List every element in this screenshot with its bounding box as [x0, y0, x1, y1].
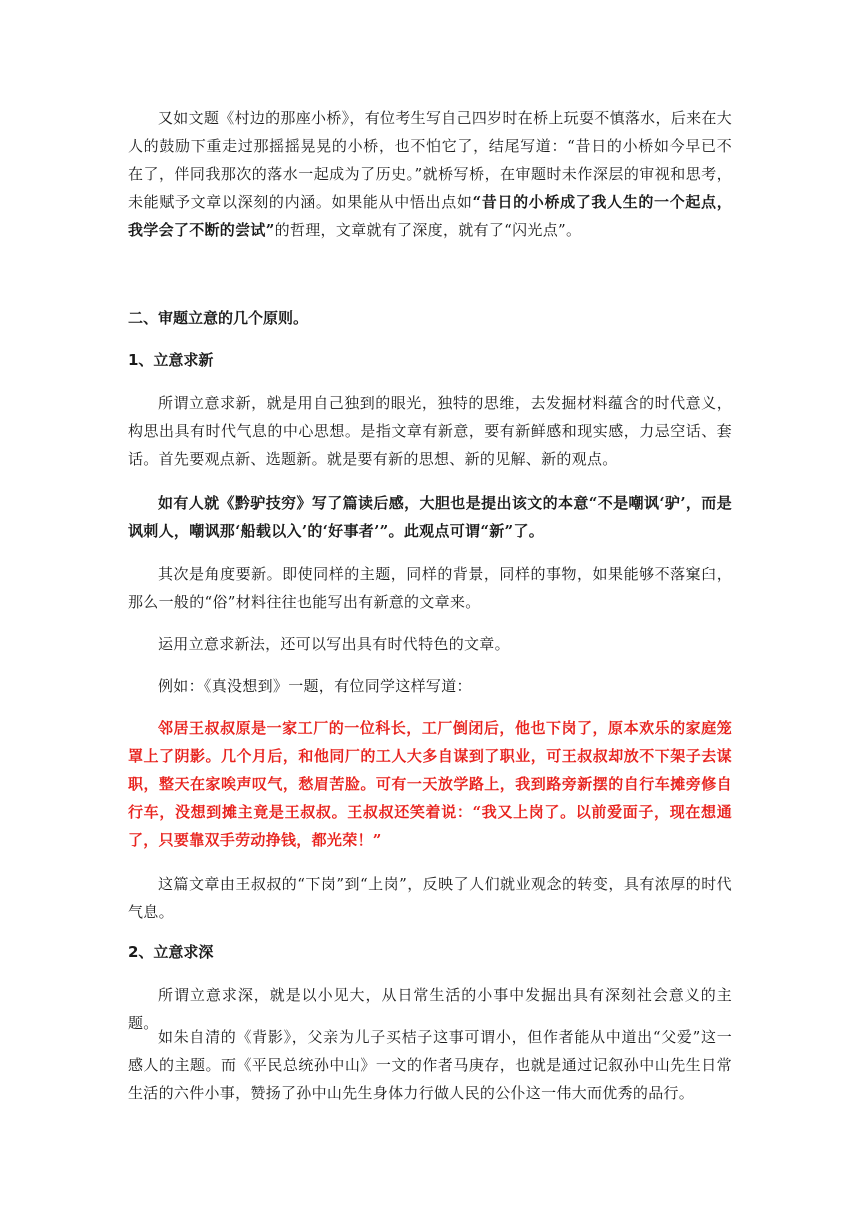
paragraph-definition-deep: 所谓立意求深，就是以小见大，从日常生活的小事中发掘出具有深刻社会意义的主题。 — [128, 986, 732, 1032]
paragraph-donkey-example: 如有人就《黔驴技穷》写了篇读后感，大胆也是提出该文的本意“不是嘲讽‘驴’，而是讽刺人，嘲讽那‘船载以入’的‘好事者’”。此观点可谓“新”了。 — [128, 494, 732, 540]
paragraph-new-angle: 其次是角度要新。即使同样的主题，同样的背景，同样的事物，如果能够不落窠臼，那么一般的“俗”材料往往也能写出有新意的文章来。 — [128, 565, 732, 611]
subsection-heading-deep: 2、立意求深 — [128, 943, 214, 961]
paragraph-text: 又如文题《村边的那座小桥》，有位考生写自己四岁时在桥上玩耍不慎落水，后来在大人的鼓励下重走过那摇摇晃晃的小桥，也不怕它了，结尾写道：“昔日的小桥如今早已不在了，伴同我那次的落水一起成为了历史。”就桥写桥，在审题时未作深层的审视和思考，未能赋予文章以深刻的内涵。如果能从中悟出点如 — [128, 109, 732, 211]
paragraph-text: 的哲理，文章就有了深度，就有了“闪光点”。 — [274, 221, 582, 239]
paragraph-example-intro: 例如：《真没想到》一题，有位同学这样写道： — [158, 677, 472, 695]
paragraph-era-feature: 运用立意求新法，还可以写出具有时代特色的文章。 — [158, 635, 510, 653]
paragraph-analysis: 这篇文章由王叔叔的“下岗”到“上岗”，反映了人们就业观念的转变，具有浓厚的时代气息。 — [128, 875, 732, 921]
paragraph-red-example: 邻居王叔叔原是一家工厂的一位科长，工厂倒闭后，他也下岗了，原本欢乐的家庭笼罩上了阴影。几个月后，和他同厂的工人大多自谋到了职业，可王叔叔却放不下架子去谋职，整天在家唉声叹气，愁眉苦脸。可有一天放学路上，我到路旁新摆的自行车摊旁修自行车，没想到摊主竟是王叔叔。王叔叔还笑着说：“我又上岗了。以前爱面子，现在想通了，只要靠双手劳动挣钱，都光荣！” — [128, 719, 732, 849]
section-heading: 二、审题立意的几个原则。 — [128, 309, 309, 327]
paragraph-backview-example: 如朱自清的《背影》，父亲为儿子买桔子这事可谓小，但作者能从中道出“父爱”这一感人的主题。而《平民总统孙中山》一文的作者马庚存，也就是通过记叙孙中山先生日常生活的六件小事，赞扬了孙中山先生身体力行做人民的公仆这一伟大而优秀的品行。 — [128, 1028, 732, 1102]
paragraph-village-bridge — [128, 104, 732, 244]
paragraph-definition-new: 所谓立意求新，就是用自己独到的眼光，独特的思维，去发掘材料蕴含的时代意义，构思出具有时代气息的中心思想。是指文章有新意，要有新鲜感和现实感，力忌空话、套话。首先要观点新、选题新。就是要有新的思想、新的见解、新的观点。 — [128, 394, 732, 468]
subsection-heading-new: 1、立意求新 — [128, 351, 214, 369]
emphasized-quote: “昔日的小桥成了我人生的一个起点，我学会了不断的尝试” — [128, 193, 732, 239]
